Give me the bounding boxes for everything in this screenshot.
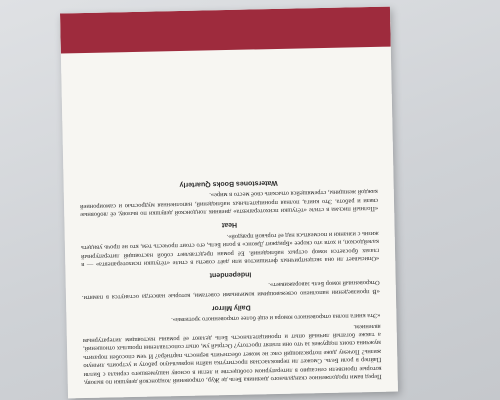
blurb-paragraph: «Эта книга полна откровенного юмора и ещё более откровенного эротизма». bbox=[171, 312, 381, 324]
blurb-source: Daily Mirror bbox=[211, 303, 251, 312]
accent-band bbox=[60, 7, 391, 54]
blurb-source: Waterstones Books Quarterly bbox=[179, 179, 278, 189]
blurb-paragraph: Перед вами продолженное скандального дневника Бель де Жур, откровений лондонской девушки по вызову, которые произвели сенсацию в литературном сообществе и легли в основу нашумевшего сериала с Билли Пайпер в роли Бель. Сможет ли первоклассная проститутка найти нормальную работу и устроить личную жизнь? Почему даже потрясающий секс не может обеспечить верность партнёра? И чем способен поразить мужчина своих подружек за что они платят простоту? Острый ум, опыт сопоставления прошлых отношений, а также богатый личный опыт и проницательность Бель делают её романы настоящим литературным явлением. bbox=[82, 322, 382, 387]
blurb-source: Heat bbox=[221, 221, 238, 229]
blurb-paragraph: «Описывает ли она эксцентричных фетишистов или даёт советы в стиле «тётушки психотерапевта» — в глазах бросается юмор острых наблюдений. Её роман представляет собой настоящий литературный калейдоскоп, и хотя это скорее «Бриджит Джонс» в роли Бель, его стоит прочесть тем, кто не прочь увидеть жизнь с изнанки и посмеяться над её горькой правдой». bbox=[80, 229, 380, 269]
blurb-paragraph: «Полный письма в стиле «тётушки психотерапевта» дневник лондонской девушки по вызову, её любовные связи и работа. Это книга, полная проницательных наблюдений, наполненная мудростью и самоиронией каждой женщины, стремящейся отыскать своё место в мире». bbox=[79, 188, 379, 219]
blurb-text-block bbox=[77, 53, 382, 386]
blurb-paragraph: «В произведении наполнено освежающими комичными советами, которые навсегда останутся в памяти. Откровенный юмор Бель завораживает». bbox=[81, 279, 380, 301]
cover-page bbox=[60, 7, 398, 399]
blurb-source: Independent bbox=[209, 270, 252, 279]
book-back-cover bbox=[60, 7, 398, 399]
